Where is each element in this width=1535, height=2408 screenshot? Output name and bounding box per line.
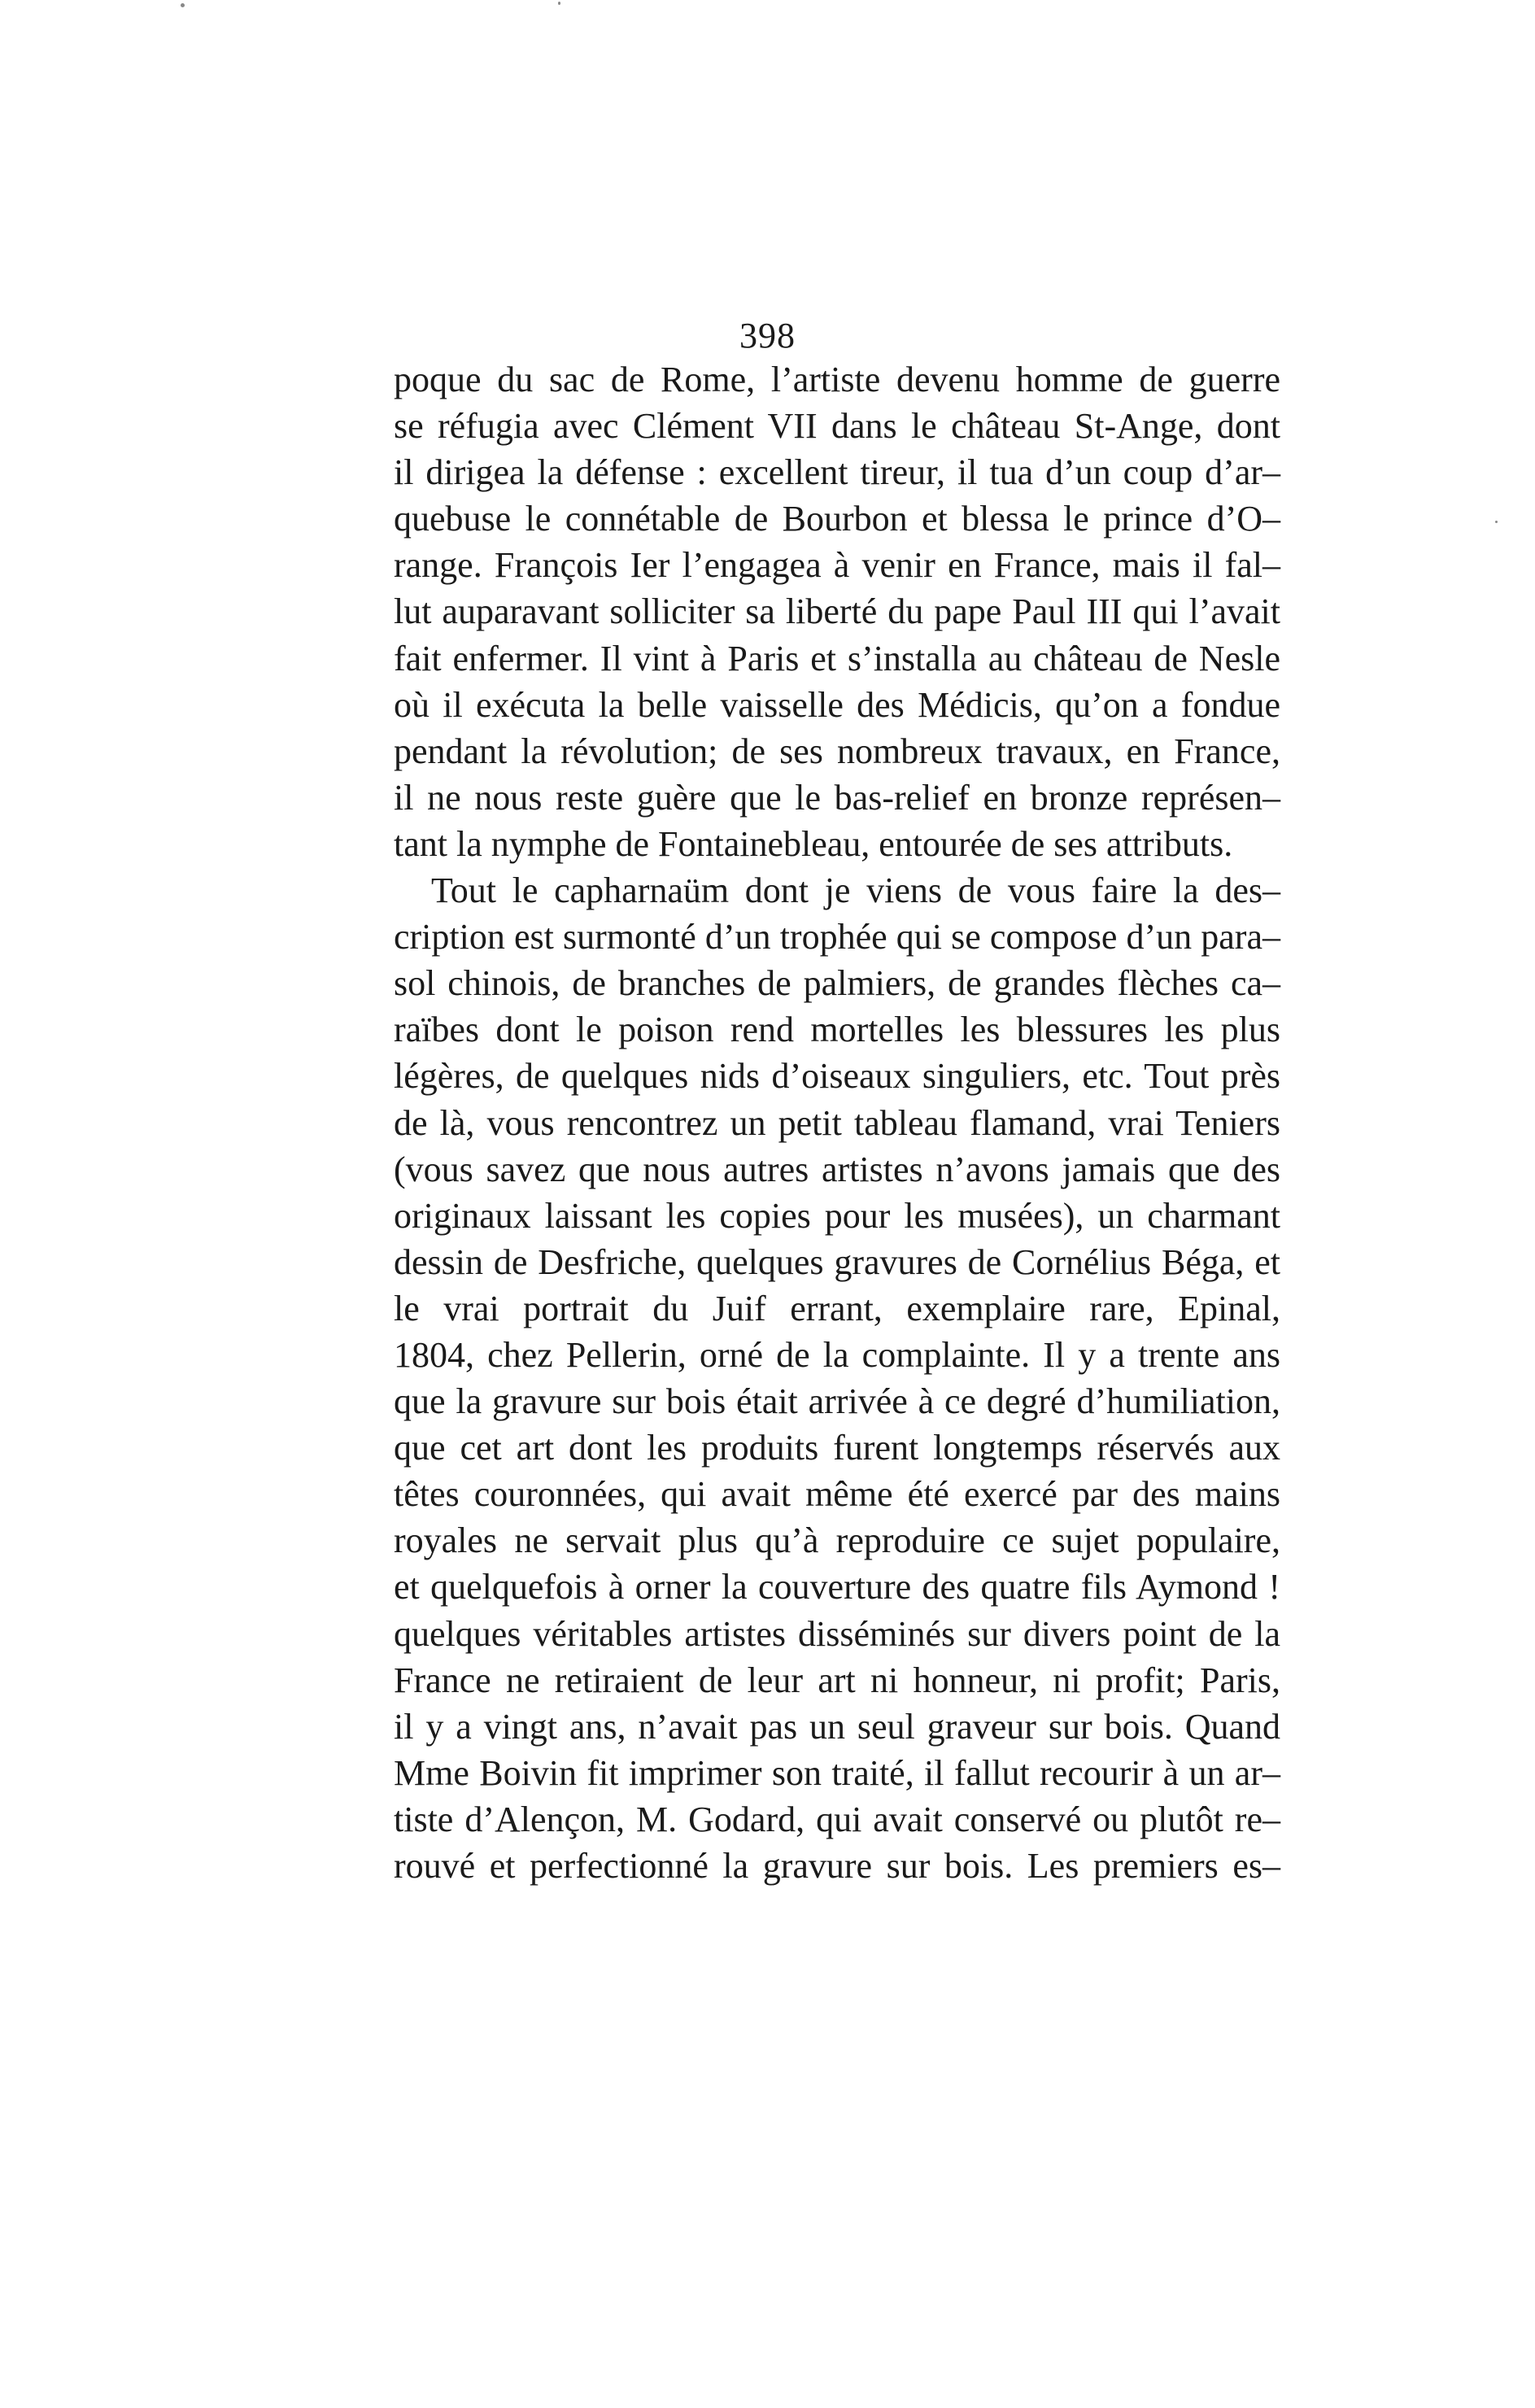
text-line: et quelquefois à orner la couverture des quatre fils Aymond !: [394, 1567, 1280, 1608]
page-number: 398: [739, 316, 796, 356]
text-line: légères, de quelques nids d’oiseaux singuliers, etc. Tout près: [394, 1056, 1280, 1097]
body-text: [394, 356, 1280, 1889]
text-line: (vous savez que nous autres artistes n’avons jamais que des: [394, 1149, 1280, 1189]
text-line: fait enfermer. Il vint à Paris et s’installa au château de Nesle: [394, 638, 1280, 678]
text-line: originaux laissant les copies pour les musées), un charmant: [394, 1195, 1280, 1236]
text-line: Mme Boivin fit imprimer son traité, il fallut recourir à un ar–: [394, 1752, 1280, 1793]
text-line: tant la nymphe de Fontainebleau, entourée de ses attributs.: [394, 823, 1233, 864]
text-line: quebuse le connétable de Bourbon et blessa le prince d’O–: [394, 499, 1280, 539]
text-line: poque du sac de Rome, l’artiste devenu homme de guerre: [394, 360, 1280, 399]
text-line: se réfugia avec Clément VII dans le château St-Ange, dont: [394, 406, 1280, 447]
text-line: il dirigea la défense : excellent tireur, il tua d’un coup d’ar–: [394, 452, 1280, 493]
text-line: que cet art dont les produits furent longtemps réservés aux: [394, 1428, 1280, 1468]
text-line: il y a vingt ans, n’avait pas un seul graveur sur bois. Quand: [394, 1706, 1280, 1747]
text-line: quelques véritables artistes disséminés sur divers point de la: [394, 1613, 1280, 1654]
scan-speck: [558, 2, 560, 5]
scan-speck: [181, 3, 185, 7]
text-line: Tout le capharnaüm dont je viens de vous faire la des–: [431, 870, 1280, 911]
text-line: sol chinois, de branches de palmiers, de grandes flèches ca–: [394, 963, 1280, 1004]
text-line: royales ne servait plus qu’à reproduire ce sujet populaire,: [394, 1520, 1280, 1561]
text-line: rouvé et perfectionné la gravure sur bois. Les premiers es–: [394, 1846, 1280, 1886]
text-line: France ne retiraient de leur art ni honneur, ni profit; Paris,: [394, 1660, 1280, 1700]
text-line: le vrai portrait du Juif errant, exemplaire rare, Epinal,: [394, 1288, 1280, 1328]
text-line: 1804, chez Pellerin, orné de la complainte. Il y a trente ans: [394, 1334, 1280, 1375]
text-line: range. François Ier l’engagea à venir en France, mais il fal–: [394, 545, 1280, 586]
text-line: que la gravure sur bois était arrivée à ce degré d’humiliation,: [394, 1381, 1280, 1422]
text-line: de là, vous rencontrez un petit tableau flamand, vrai Teniers: [394, 1102, 1280, 1143]
text-line: il ne nous reste guère que le bas-relief en bronze représen–: [394, 777, 1280, 818]
text-line: raïbes dont le poison rend mortelles les blessures les plus: [394, 1010, 1280, 1050]
text-line: lut auparavant solliciter sa liberté du pape Paul III qui l’avait: [394, 591, 1280, 632]
text-line: tiste d’Alençon, M. Godard, qui avait conservé ou plutôt re–: [394, 1799, 1280, 1839]
text-line: dessin de Desfriche, quelques gravures de Cornélius Béga, et: [394, 1241, 1280, 1282]
text-line: pendant la révolution; de ses nombreux travaux, en France,: [394, 731, 1280, 771]
text-line: cription est surmonté d’un trophée qui se compose d’un para–: [394, 917, 1280, 958]
text-line: têtes couronnées, qui avait même été exercé par des mains: [394, 1474, 1280, 1515]
scan-speck: [1495, 521, 1498, 523]
text-line: où il exécuta la belle vaisselle des Médicis, qu’on a fondue: [394, 684, 1280, 725]
